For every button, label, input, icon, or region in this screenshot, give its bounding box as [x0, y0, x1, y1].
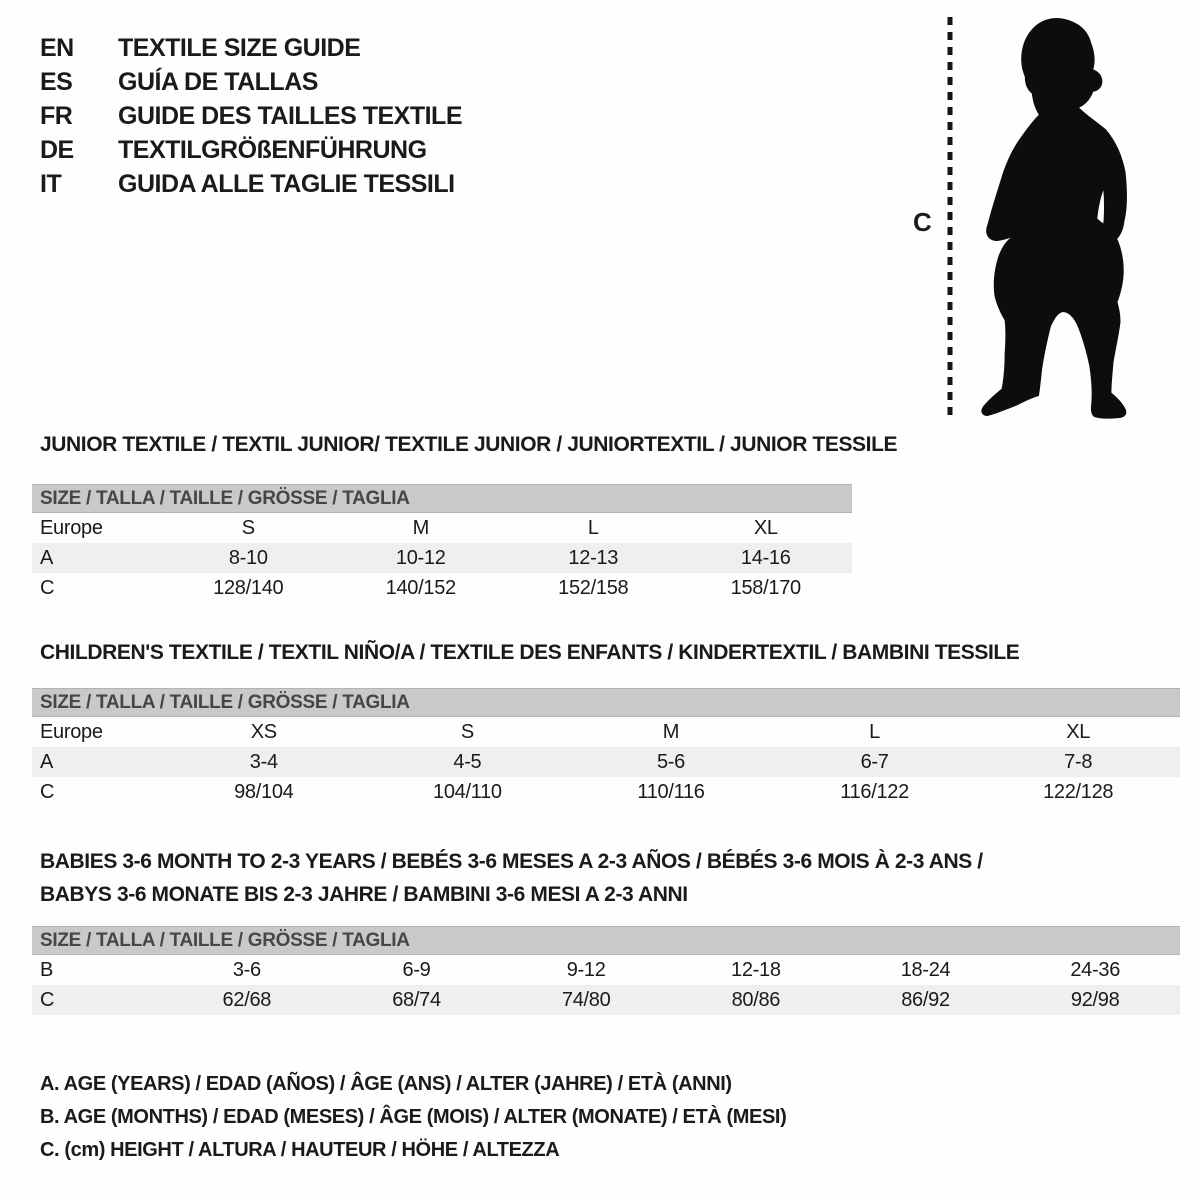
age-cell: 3-6 — [232, 959, 261, 981]
guide-title: GUIDA ALLE TAGLIE TESSILI — [118, 169, 455, 198]
height-cell: 122/128 — [1043, 781, 1114, 803]
size-cell: M — [412, 517, 429, 539]
row-label: C — [40, 781, 55, 803]
row-label: A — [40, 751, 54, 773]
guide-title: TEXTILE SIZE GUIDE — [118, 33, 361, 62]
size-cell: L — [587, 517, 599, 539]
age-cell: 3-4 — [249, 751, 278, 773]
language-code: IT — [40, 169, 62, 198]
age-cell: 6-9 — [402, 959, 431, 981]
row-label: Europe — [40, 517, 103, 539]
size-cell: M — [662, 721, 680, 743]
junior-size-table — [32, 484, 852, 603]
height-cell: 74/80 — [561, 989, 611, 1011]
junior-section-title: JUNIOR TEXTILE / TEXTIL JUNIOR/ TEXTILE JUNIOR / JUNIORTEXTIL / JUNIOR TESSILE — [40, 433, 898, 456]
language-code: ES — [40, 67, 73, 96]
height-measure-dashed-line — [946, 17, 954, 417]
height-cell: 104/110 — [433, 781, 502, 803]
table-row-height — [32, 985, 1180, 1015]
language-code: FR — [40, 101, 73, 130]
height-cell: 62/68 — [222, 989, 272, 1011]
height-cell: 110/116 — [637, 781, 705, 803]
guide-title: GUÍA DE TALLAS — [118, 67, 318, 96]
table-row-europe — [32, 717, 1180, 747]
height-cell: 68/74 — [392, 989, 441, 1011]
age-cell: 18-24 — [900, 959, 951, 981]
table-row-age — [32, 543, 852, 573]
height-measure-label: C — [913, 207, 932, 237]
babies-section-title — [40, 845, 983, 911]
table-row-europe — [32, 513, 852, 543]
age-cell: 4-5 — [453, 751, 482, 773]
age-cell: 9-12 — [566, 959, 606, 981]
table-row-height — [32, 573, 852, 603]
height-cell: 152/158 — [558, 577, 629, 599]
row-label: A — [40, 547, 54, 569]
language-row-en — [40, 31, 462, 65]
height-cell: 116/122 — [840, 781, 909, 803]
age-cell: 12-18 — [731, 959, 781, 981]
footnote-c: C. (cm) HEIGHT / ALTURA / HAUTEUR / HÖHE / ALTEZZA — [40, 1139, 560, 1161]
size-cell: XL — [753, 517, 778, 539]
row-label: C — [40, 989, 55, 1011]
toddler-silhouette-icon — [973, 16, 1135, 419]
row-label: B — [40, 959, 54, 981]
language-code: DE — [40, 135, 74, 164]
language-code: EN — [40, 33, 74, 62]
language-row-de — [40, 133, 462, 167]
row-label: Europe — [40, 721, 103, 743]
table-row-age-months — [32, 955, 1180, 985]
size-header-bar: SIZE / TALLA / TAILLE / GRÖSSE / TAGLIA — [32, 484, 852, 513]
size-cell: S — [460, 721, 474, 743]
height-cell: 158/170 — [730, 577, 801, 599]
height-cell: 86/92 — [901, 989, 950, 1011]
height-cell: 80/86 — [731, 989, 781, 1011]
babies-size-table — [32, 926, 1180, 1015]
babies-title-line2: BABYS 3-6 MONATE BIS 2-3 JAHRE / BAMBINI 3-6 MESI A 2-3 ANNI — [40, 883, 688, 906]
size-header-bar: SIZE / TALLA / TAILLE / GRÖSSE / TAGLIA — [32, 926, 1180, 955]
row-label: C — [40, 577, 55, 599]
age-cell: 24-36 — [1070, 959, 1121, 981]
height-cell: 98/104 — [234, 781, 294, 803]
height-cell: 92/98 — [1070, 989, 1120, 1011]
age-cell: 8-10 — [228, 547, 268, 569]
language-row-fr — [40, 99, 462, 133]
children-section-title: CHILDREN'S TEXTILE / TEXTIL NIÑO/A / TEXTILE DES ENFANTS / KINDERTEXTIL / BAMBINI TESSILE — [40, 641, 1020, 664]
size-cell: L — [869, 721, 880, 743]
children-size-table — [32, 688, 1180, 807]
size-cell: XL — [1066, 721, 1091, 743]
age-cell: 12-13 — [568, 547, 619, 569]
size-header-bar: SIZE / TALLA / TAILLE / GRÖSSE / TAGLIA — [32, 688, 1180, 717]
height-cell: 128/140 — [213, 577, 284, 599]
height-cell: 140/152 — [385, 577, 456, 599]
table-row-height — [32, 777, 1180, 807]
legend-footnotes — [40, 1068, 786, 1167]
size-cell: S — [241, 517, 255, 539]
age-cell: 7-8 — [1064, 751, 1093, 773]
language-row-it — [40, 167, 462, 201]
size-cell: XS — [250, 721, 277, 743]
age-cell: 5-6 — [656, 751, 685, 773]
language-row-es — [40, 65, 462, 99]
language-title-block — [40, 31, 462, 201]
babies-title-line1: BABIES 3-6 MONTH TO 2-3 YEARS / BEBÉS 3-6 MESES A 2-3 AÑOS / BÉBÉS 3-6 MOIS À 2-3 ANS / — [40, 850, 983, 873]
table-row-age — [32, 747, 1180, 777]
age-cell: 6-7 — [860, 751, 889, 773]
age-cell: 14-16 — [740, 547, 791, 569]
footnote-b: B. AGE (MONTHS) / EDAD (MESES) / ÂGE (MOIS) / ALTER (MONATE) / ETÀ (MESI) — [40, 1106, 787, 1128]
age-cell: 10-12 — [395, 547, 446, 569]
guide-title: GUIDE DES TAILLES TEXTILE — [118, 101, 463, 130]
guide-title: TEXTILGRÖßENFÜHRUNG — [118, 135, 427, 164]
footnote-a: A. AGE (YEARS) / EDAD (AÑOS) / ÂGE (ANS) / ALTER (JAHRE) / ETÀ (ANNI) — [40, 1073, 732, 1095]
